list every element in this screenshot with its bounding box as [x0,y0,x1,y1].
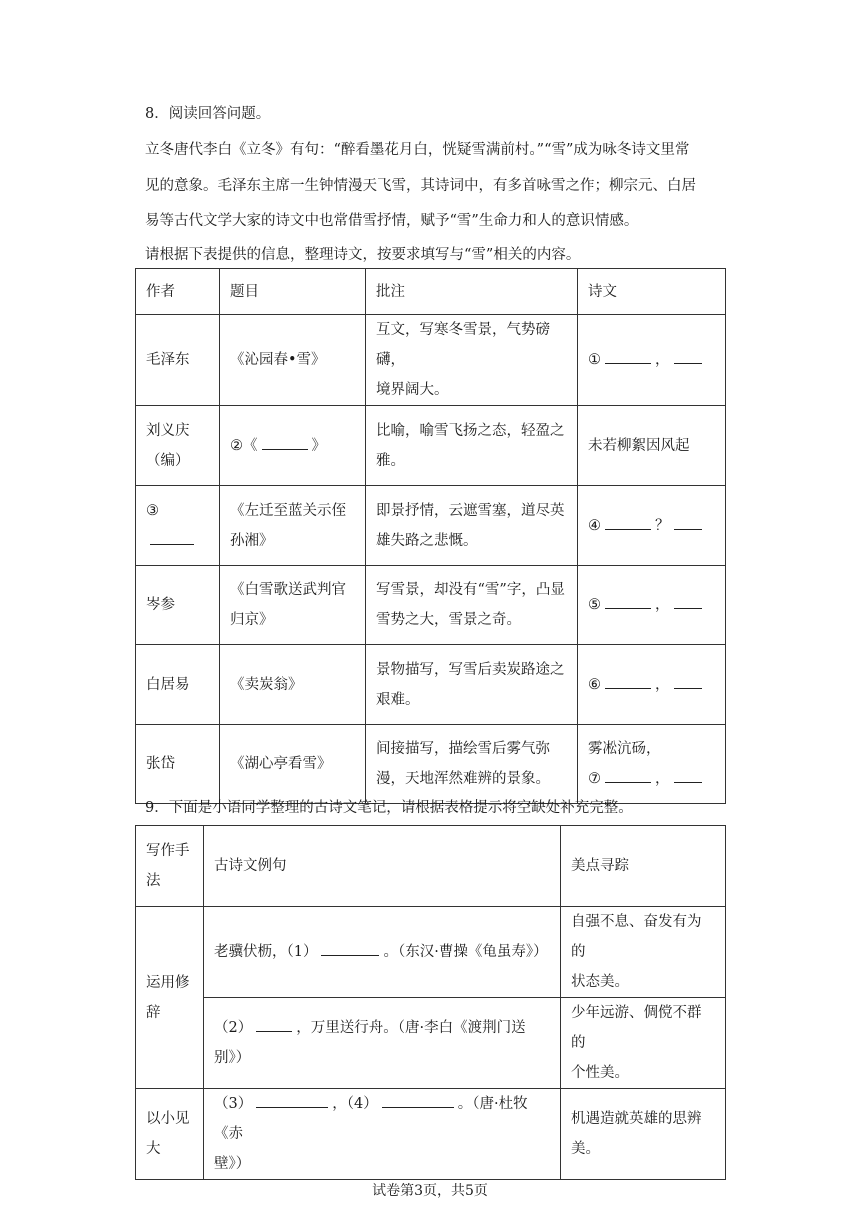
table-row [136,645,726,725]
q8-heading: 8．阅读回答问题。 [145,106,271,122]
title-cell: 《左迁至蓝关示侄 孙湘》 [220,486,366,566]
header-title: 题目 [220,269,366,315]
answer-blank[interactable] [674,672,702,689]
answer-blank[interactable] [150,528,194,545]
table-row [136,907,726,998]
poem-cell[interactable]: ④ ？ [578,486,726,566]
answer-blank[interactable] [605,672,651,689]
example-cell[interactable]: （3） ，（4） 。（唐·杜牧《赤 壁》） [204,1089,561,1180]
table-row [136,998,726,1089]
method-cell: 运用修 辞 [136,907,204,1089]
header-beauty: 美点寻踪 [561,826,726,907]
author-cell: 岑参 [136,566,220,645]
title-cell[interactable]: ②《 》 [220,406,366,486]
answer-blank[interactable] [262,433,308,450]
answer-blank[interactable] [605,513,651,530]
answer-blank[interactable] [674,592,702,609]
author-cell[interactable]: ③ [136,486,220,566]
author-cell: 白居易 [136,645,220,725]
header-example: 古诗文例句 [204,826,561,907]
answer-blank[interactable] [605,347,651,364]
q8-para-line2: 见的意象。毛泽东主席一生钟情漫天飞雪，其诗词中，有多首咏雪之作；柳宗元、白居 [145,178,696,194]
answer-blank[interactable] [674,766,702,783]
author-cell: 张岱 [136,725,220,804]
answer-blank[interactable] [674,513,702,530]
example-cell[interactable]: （2） ，万里送行舟。（唐·李白《渡荆门送别》） [204,998,561,1089]
answer-blank[interactable] [674,347,702,364]
answer-blank[interactable] [321,939,379,956]
table-row [136,315,726,406]
method-cell: 以小见 大 [136,1089,204,1180]
title-cell: 《沁园春•雪》 [220,315,366,406]
title-cell: 《卖炭翁》 [220,645,366,725]
q8-para-line1: 立冬唐代李白《立冬》有句：“醉看墨花月白，恍疑雪满前村。”“雪”成为咏冬诗文里常 [145,142,690,158]
table-header-row [136,269,726,315]
answer-blank[interactable] [605,766,651,783]
title-cell: 《湖心亭看雪》 [220,725,366,804]
header-note: 批注 [366,269,578,315]
header-method: 写作手 法 [136,826,204,907]
table-row [136,1089,726,1180]
answer-blank[interactable] [605,592,651,609]
table-row [136,566,726,645]
q8-instruction: 请根据下表提供的信息，整理诗文，按要求填写与“雪”相关的内容。 [145,247,581,263]
q8-table [135,268,726,804]
note-cell: 即景抒情，云遮雪塞，道尽英 雄失路之悲慨。 [366,486,578,566]
note-cell: 比喻，喻雪飞扬之态，轻盈之 雅。 [366,406,578,486]
answer-blank[interactable] [256,1015,292,1032]
example-cell[interactable]: 老骥伏枥，（1） 。（东汉·曹操《龟虽寿》） [204,907,561,998]
table-row [136,406,726,486]
table-row [136,725,726,804]
poem-cell[interactable]: 雾凇沆砀， ⑦ ， [578,725,726,804]
author-cell: 毛泽东 [136,315,220,406]
note-cell: 写雪景，却没有“雪”字，凸显 雪势之大，雪景之奇。 [366,566,578,645]
page-footer: 试卷第3页，共5页 [372,1183,488,1199]
answer-blank[interactable] [382,1091,454,1108]
answer-blank[interactable] [256,1091,328,1108]
q9-table [135,825,726,1180]
header-poem: 诗文 [578,269,726,315]
poem-cell[interactable]: ① ， [578,315,726,406]
beauty-cell: 机遇造就英雄的思辨 美。 [561,1089,726,1180]
note-cell: 间接描写，描绘雪后雾气弥 漫，天地浑然难辨的景象。 [366,725,578,804]
beauty-cell: 少年远游、倜傥不群的 个性美。 [561,998,726,1089]
table-header-row [136,826,726,907]
q8-para-line3: 易等古代文学大家的诗文中也常借雪抒情，赋予“雪”生命力和人的意识情感。 [145,213,639,229]
poem-cell[interactable]: ⑤ ， [578,566,726,645]
note-cell: 景物描写，写雪后卖炭路途之 艰难。 [366,645,578,725]
header-author: 作者 [136,269,220,315]
poem-cell: 未若柳絮因风起 [578,406,726,486]
q9-heading: 9．下面是小语同学整理的古诗文笔记，请根据表格提示将空缺处补充完整。 [145,800,633,816]
beauty-cell: 自强不息、奋发有为的 状态美。 [561,907,726,998]
table-row [136,486,726,566]
poem-cell[interactable]: ⑥ ， [578,645,726,725]
note-cell: 互文，写寒冬雪景，气势磅礴， 境界阔大。 [366,315,578,406]
author-cell: 刘义庆 （编） [136,406,220,486]
title-cell: 《白雪歌送武判官 归京》 [220,566,366,645]
